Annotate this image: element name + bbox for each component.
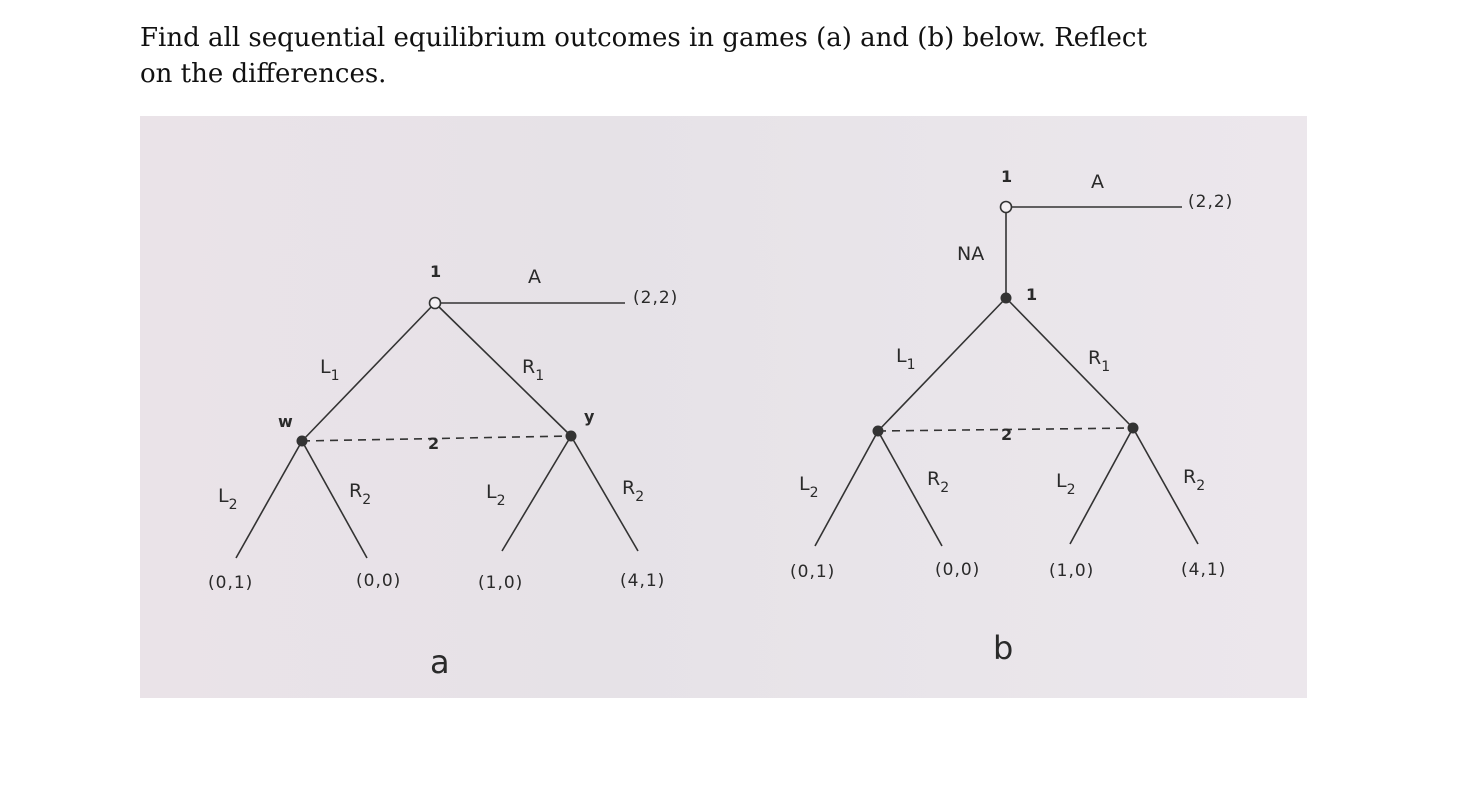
b-edge-L2-left [815,431,878,546]
game-tree-diagram [140,116,1307,698]
a-move-L2-right-label: $L_2$ [486,481,506,509]
a-node-y [566,431,577,442]
a-payoff-RR: (4,1) [620,571,666,591]
b-move-R1-label: $R_1$ [1088,347,1111,375]
b-root-node [1001,202,1012,213]
a-player2-label: 2 [428,434,440,453]
b-move-A-label: A [1091,171,1104,193]
a-payoff-LR: (0,0) [356,571,402,591]
a-node-y-label: y [584,407,595,426]
b-player1-top-label: 1 [1001,167,1013,186]
b-payoff-LR: (0,0) [935,560,981,580]
b-second-player1-node [1001,293,1012,304]
question-text [140,20,1200,92]
a-move-R1-label: $R_1$ [522,356,545,384]
b-payoff-RR: (4,1) [1181,560,1227,580]
question-line-2: on the differences. [140,59,387,89]
b-payoff-RL: (1,0) [1049,561,1095,581]
a-edge-L2-left [236,441,302,558]
a-edge-L2-right [502,436,571,551]
b-player2-label: 2 [1001,425,1013,444]
b-move-L2-left-label: $L_2$ [799,473,819,501]
b-payoff-LL: (0,1) [790,562,836,582]
game-tree-figure [140,116,1307,698]
b-move-NA-label: NA [957,243,985,265]
game-b [790,167,1233,667]
a-move-L1-label: $L_1$ [320,356,340,384]
b-caption: b [993,629,1014,667]
a-caption: a [430,643,450,681]
b-edge-R1 [1006,298,1133,428]
a-player1-label: 1 [430,262,442,281]
a-root-node [430,298,441,309]
a-payoff-LL: (0,1) [208,573,254,593]
b-left-player2-node [873,426,884,437]
b-edge-L2-right [1070,428,1133,544]
a-node-w [297,436,308,447]
a-move-L2-left-label: $L_2$ [218,485,238,513]
b-player1-mid-label: 1 [1026,285,1038,304]
a-move-A-label: A [528,266,541,288]
a-move-R2-right-label: $R_2$ [622,477,645,505]
b-payoff-A: (2,2) [1188,192,1234,212]
question-line-1: Find all sequential equilibrium outcomes in games (a) and (b) below. Reflect [140,23,1147,53]
a-payoff-RL: (1,0) [478,573,524,593]
b-move-L1-label: $L_1$ [896,345,916,373]
b-right-player2-node [1128,423,1139,434]
a-move-R2-left-label: $R_2$ [349,480,372,508]
a-edge-R1 [435,303,571,436]
a-payoff-A: (2,2) [633,288,679,308]
game-a [208,262,678,681]
b-move-L2-right-label: $L_2$ [1056,470,1076,498]
b-move-R2-right-label: $R_2$ [1183,466,1206,494]
a-node-w-label: w [278,412,293,431]
b-move-R2-left-label: $R_2$ [927,468,950,496]
